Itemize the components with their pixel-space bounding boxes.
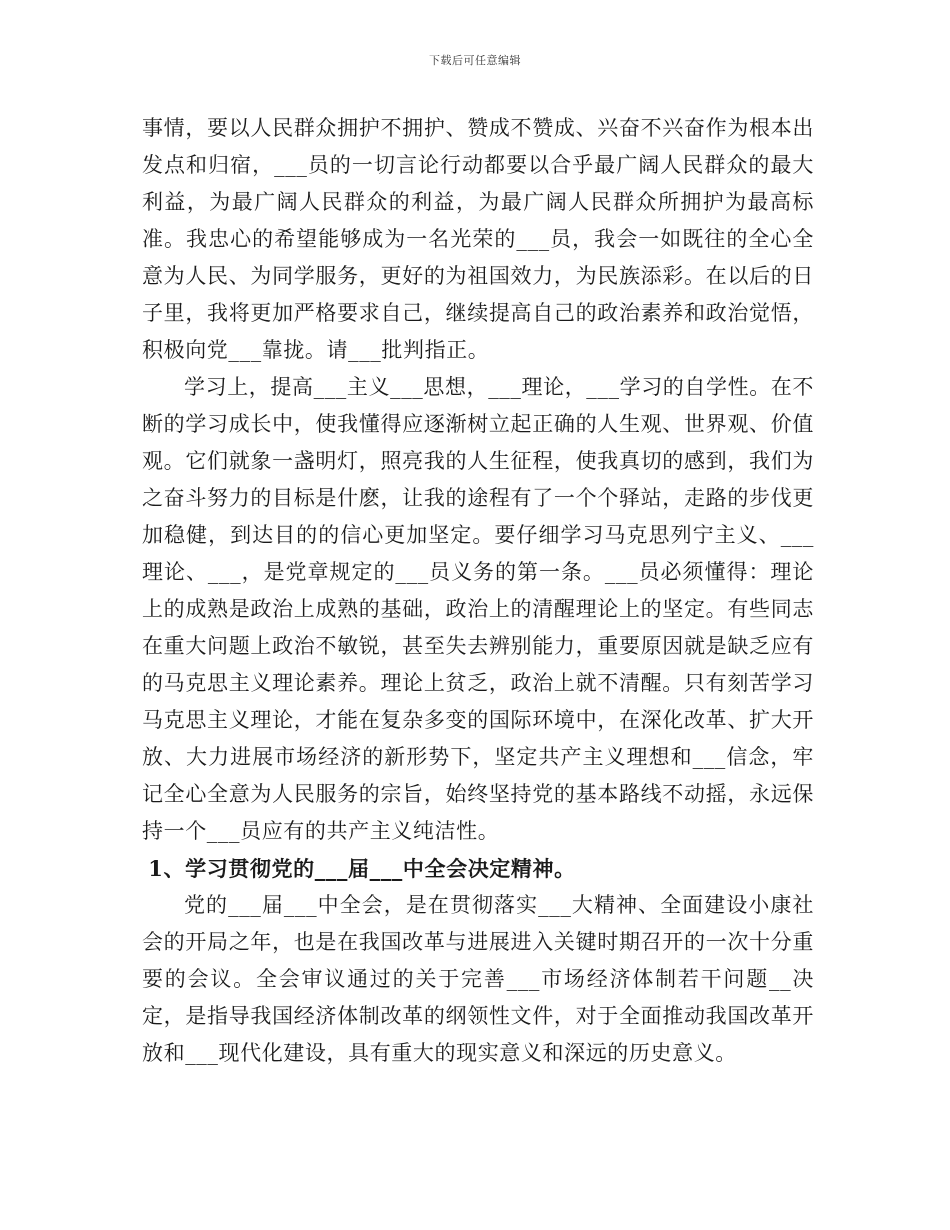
section-heading: 1、学习贯彻党的___届___中全会决定精神。 xyxy=(148,856,576,881)
paragraph-1: 事情，要以人民群众拥护不拥护、赞成不赞成、兴奋不兴奋作为根本出发点和归宿，___员的一切言论行动都要以合乎最广阔人民群众的最大利益，为最广阔人民群众的利益，为最广阔人民群众所拥护为最高标准。我忠心的希望能够成为一名光荣的___员，我会一如既往的全心全意为人民、为同学服务，更好的为祖国效力，为民族添彩。在以后的日子里，我将更加严格要求自己，继续提高自己的政治素养和政治觉悟，积极向党___靠拢。请___批判指正。 xyxy=(142,116,814,362)
document-body xyxy=(142,110,814,1072)
paragraph-3: 党的___届___中全会，是在贯彻落实___大精神、全面建设小康社会的开局之年，也是在我国改革与进展进入关键时期召开的一次十分重要的会议。全会审议通过的关于完善___市场经济体制若干问题__决定，是指导我国经济体制改革的纲领性文件，对于全面推动我国改革开放和___现代化建设，具有重大的现实意义和深远的历史意义。 xyxy=(142,893,814,1065)
paragraph-2: 学习上，提高___主义___思想，___理论，___学习的自学性。在不断的学习成长中，使我懂得应逐渐树立起正确的人生观、世界观、价值观。它们就象一盏明灯，照亮我的人生征程，使我真切的感到，我们为之奋斗努力的目标是什麽，让我的途程有了一个个驿站，走路的步伐更加稳健，到达目的的信心更加坚定。要仔细学习马克思列宁主义、___理论、___，是党章规定的___员义务的第一条。___员必须懂得：理论上的成熟是政治上成熟的基础，政治上的清醒理论上的坚定。有些同志在重大问题上政治不敏锐，甚至失去辨别能力，重要原因就是缺乏应有的马克思主义理论素养。理论上贫乏，政治上就不清醒。只有刻苦学习马克思主义理论，才能在复杂多变的国际环境中，在深化改革、扩大开放、大力进展市场经济的新形势下，坚定共产主义理想和___信念，牢记全心全意为人民服务的宗旨，始终坚持党的基本路线不动摇，永远保持一个___员应有的共产主义纯洁性。 xyxy=(142,375,814,843)
page-header: 下载后可任意编辑 xyxy=(429,54,521,67)
